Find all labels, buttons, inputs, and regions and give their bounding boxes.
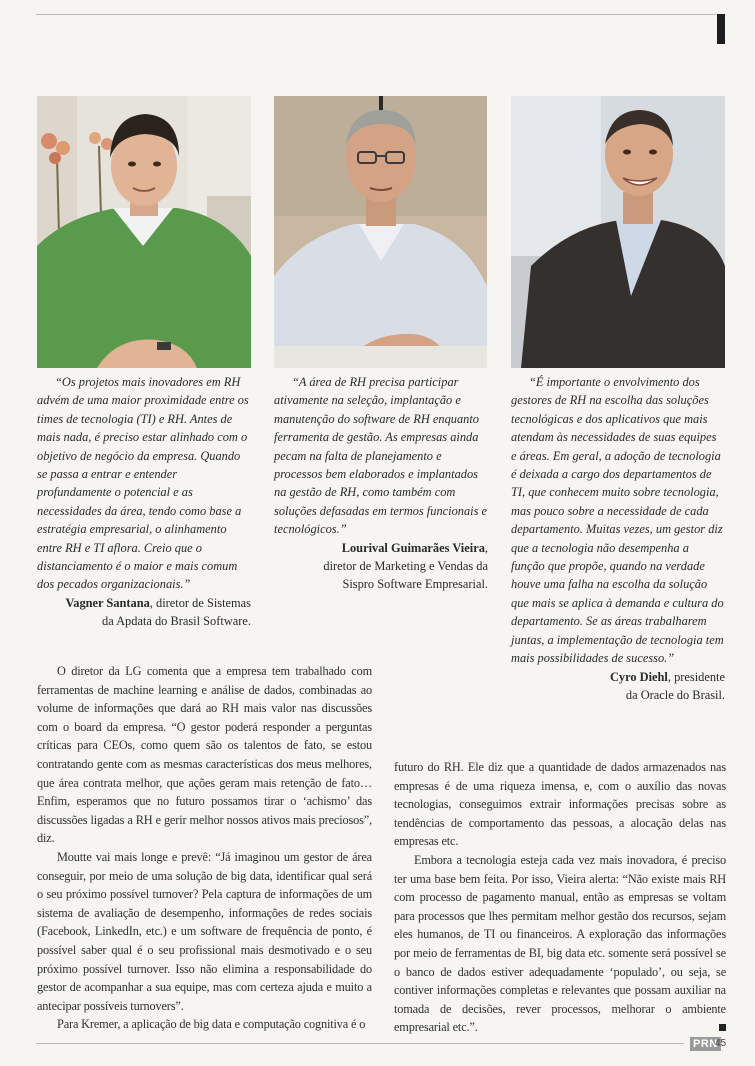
article-column-left	[37, 662, 372, 1034]
quote-text: “Os projetos mais inovadores em RH advém de uma maior proximidade entre os times de tecnologia (TI) e RH. Antes de mais nada, é preciso estar alinhado com o objetivo de negócio da empresa. Quando se passa a entrar e entender profundamente o potencial e as necessidades da área, tendo como base a estratégia empresarial, o alinhamento entre RH e TI aflora. Creio que o distanciamento é o maior e mais comum dos pecados organizacionais.”	[37, 375, 249, 592]
quote-author-role: , presidente	[667, 669, 725, 684]
portrait-photo-lourival-vieira	[274, 96, 487, 368]
quote-lourival-vieira	[274, 373, 488, 594]
quote-text: “A área de RH precisa participar ativamente na seleção, implantação e manutenção do software de RH enquanto ferramenta de gestão. As empresas ainda pecam na falta de planejamento e processos bem elaborados e implantados na gestão de RH, como também com soluções defasadas em termos funcionais e tecnológicos.”	[274, 375, 488, 537]
quote-credit	[37, 594, 251, 631]
page-number: 45	[715, 1038, 727, 1049]
article-column-right	[394, 758, 726, 1037]
end-of-article-mark	[719, 1024, 726, 1031]
article-paragraph: Para Kremer, a aplicação de big data e computação cognitiva é o	[57, 1017, 366, 1032]
magazine-logo: PRN	[690, 1037, 721, 1051]
quote-author-name: Lourival Guimarães Vieira	[341, 540, 485, 555]
article-paragraph: futuro do RH. Ele diz que a quantidade de dados armazenados nas empresas é de uma riqueza imensa, e, com o auxílio das novas tecnologias, conseguimos extrair informações precisas sobre as tendências de comportamento das pessoas, a alocação delas nas empresas etc.	[394, 760, 726, 849]
top-rule	[36, 14, 716, 15]
portrait-photo-cyro-diehl	[511, 96, 725, 368]
quote-author-name: Cyro Diehl	[609, 669, 668, 684]
quote-author-role: diretor de Marketing e Vendas da	[323, 559, 488, 574]
section-marker	[717, 14, 725, 44]
bottom-rule	[36, 1043, 684, 1044]
article-paragraph	[394, 851, 726, 1037]
quote-credit: Lourival Guimarães Vieira, diretor de Marketing e Vendas da Sispro Software Empresarial.	[323, 540, 488, 592]
portrait-photo-vagner-santana	[37, 96, 251, 368]
quote-author-company: da Oracle do Brasil.	[625, 687, 725, 702]
quote-author-company: da Apdata do Brasil Software.	[102, 614, 251, 629]
quote-author-company: Sispro Software Empresarial.	[342, 577, 488, 592]
article-paragraph-text: Embora a tecnologia esteja cada vez mais inovadora, é preciso ter uma base bem feita. Por isso, Vieira alerta: “Não existe mais RH com processo de pagamento manual, então as empresas se voltam para processos que lhes permitam melhor gestão dos recursos, sejam eles humanos, de TI ou financeiros. A exploração das informações por meio de ferramentas de BI, big data etc. somente será possível se o banco de dados estiver adequadamente ‘populado’, ou seja, se contiver informações completas e relevantes que possam auxiliar na tomada de decisões, rever processos, melhorar o ambiente empresarial etc.”.	[394, 852, 726, 1035]
quote-cyro-diehl	[511, 373, 725, 704]
article-paragraph: Moutte vai mais longe e prevê: “Já imaginou um gestor de área conseguir, por meio de uma solução de big data, identificar qual será o seu próximo possível turnover? Pela captura de informações de um sistema de avaliação de desempenho, informações de redes sociais (Facebook, LinkedIn, etc.) e um software de frequência de ponto, é possível saber qual é o seu profissional mais desmotivado e o seu próximo possível turnover. Isso não elimina a responsabilidade do gestor de acompanhar a sua equipe, mas com certeza ajuda e muito a antecipar possíveis turnovers”.	[37, 849, 372, 1013]
quote-credit	[511, 668, 725, 705]
article-paragraph: O diretor da LG comenta que a empresa tem trabalhado com ferramentas de machine learning e análise de dados, combinadas ao volume de informações que dará ao RH mais valor nas discussões com o board da empresa. “O gestor poderá responder a perguntas críticas para CEOs, como quem são os talentos de fato, se estou contratando gente com as mesmas características dos meus melhores, que área contrata melhor, que ações geram mais retenção de fato… Enfim, esperamos que no futuro possamos tirar o ‘achismo’ das discussões ligadas a RH e gerir melhor nossos ativos mais preciosos”, diz.	[37, 664, 372, 846]
quote-author-name: Vagner Santana	[65, 595, 150, 610]
quote-vagner-santana	[37, 373, 251, 631]
quote-text: “É importante o envolvimento dos gestores de RH na escolha das soluções tecnológicas e dos aplicativos que mais atendam às necessidades de suas equipes e áreas. Em geral, a adoção de tecnologia é deixada a cargo dos departamentos de TI, que conhecem muito sobre tecnologia, mas pouco sobre a necessidade de cada departamento. Muitas vezes, um gestor diz que a tecnologia não desempenha a função que propõe, quando na verdade houve uma falha na escolha da solução que mais se aplica à demanda e cultura do departamento. Se as áreas trabalharem juntas, a implementação de tecnologia tem mais possibilidades de sucesso.”	[511, 375, 724, 666]
quote-author-role: , diretor de Sistemas	[149, 595, 251, 610]
